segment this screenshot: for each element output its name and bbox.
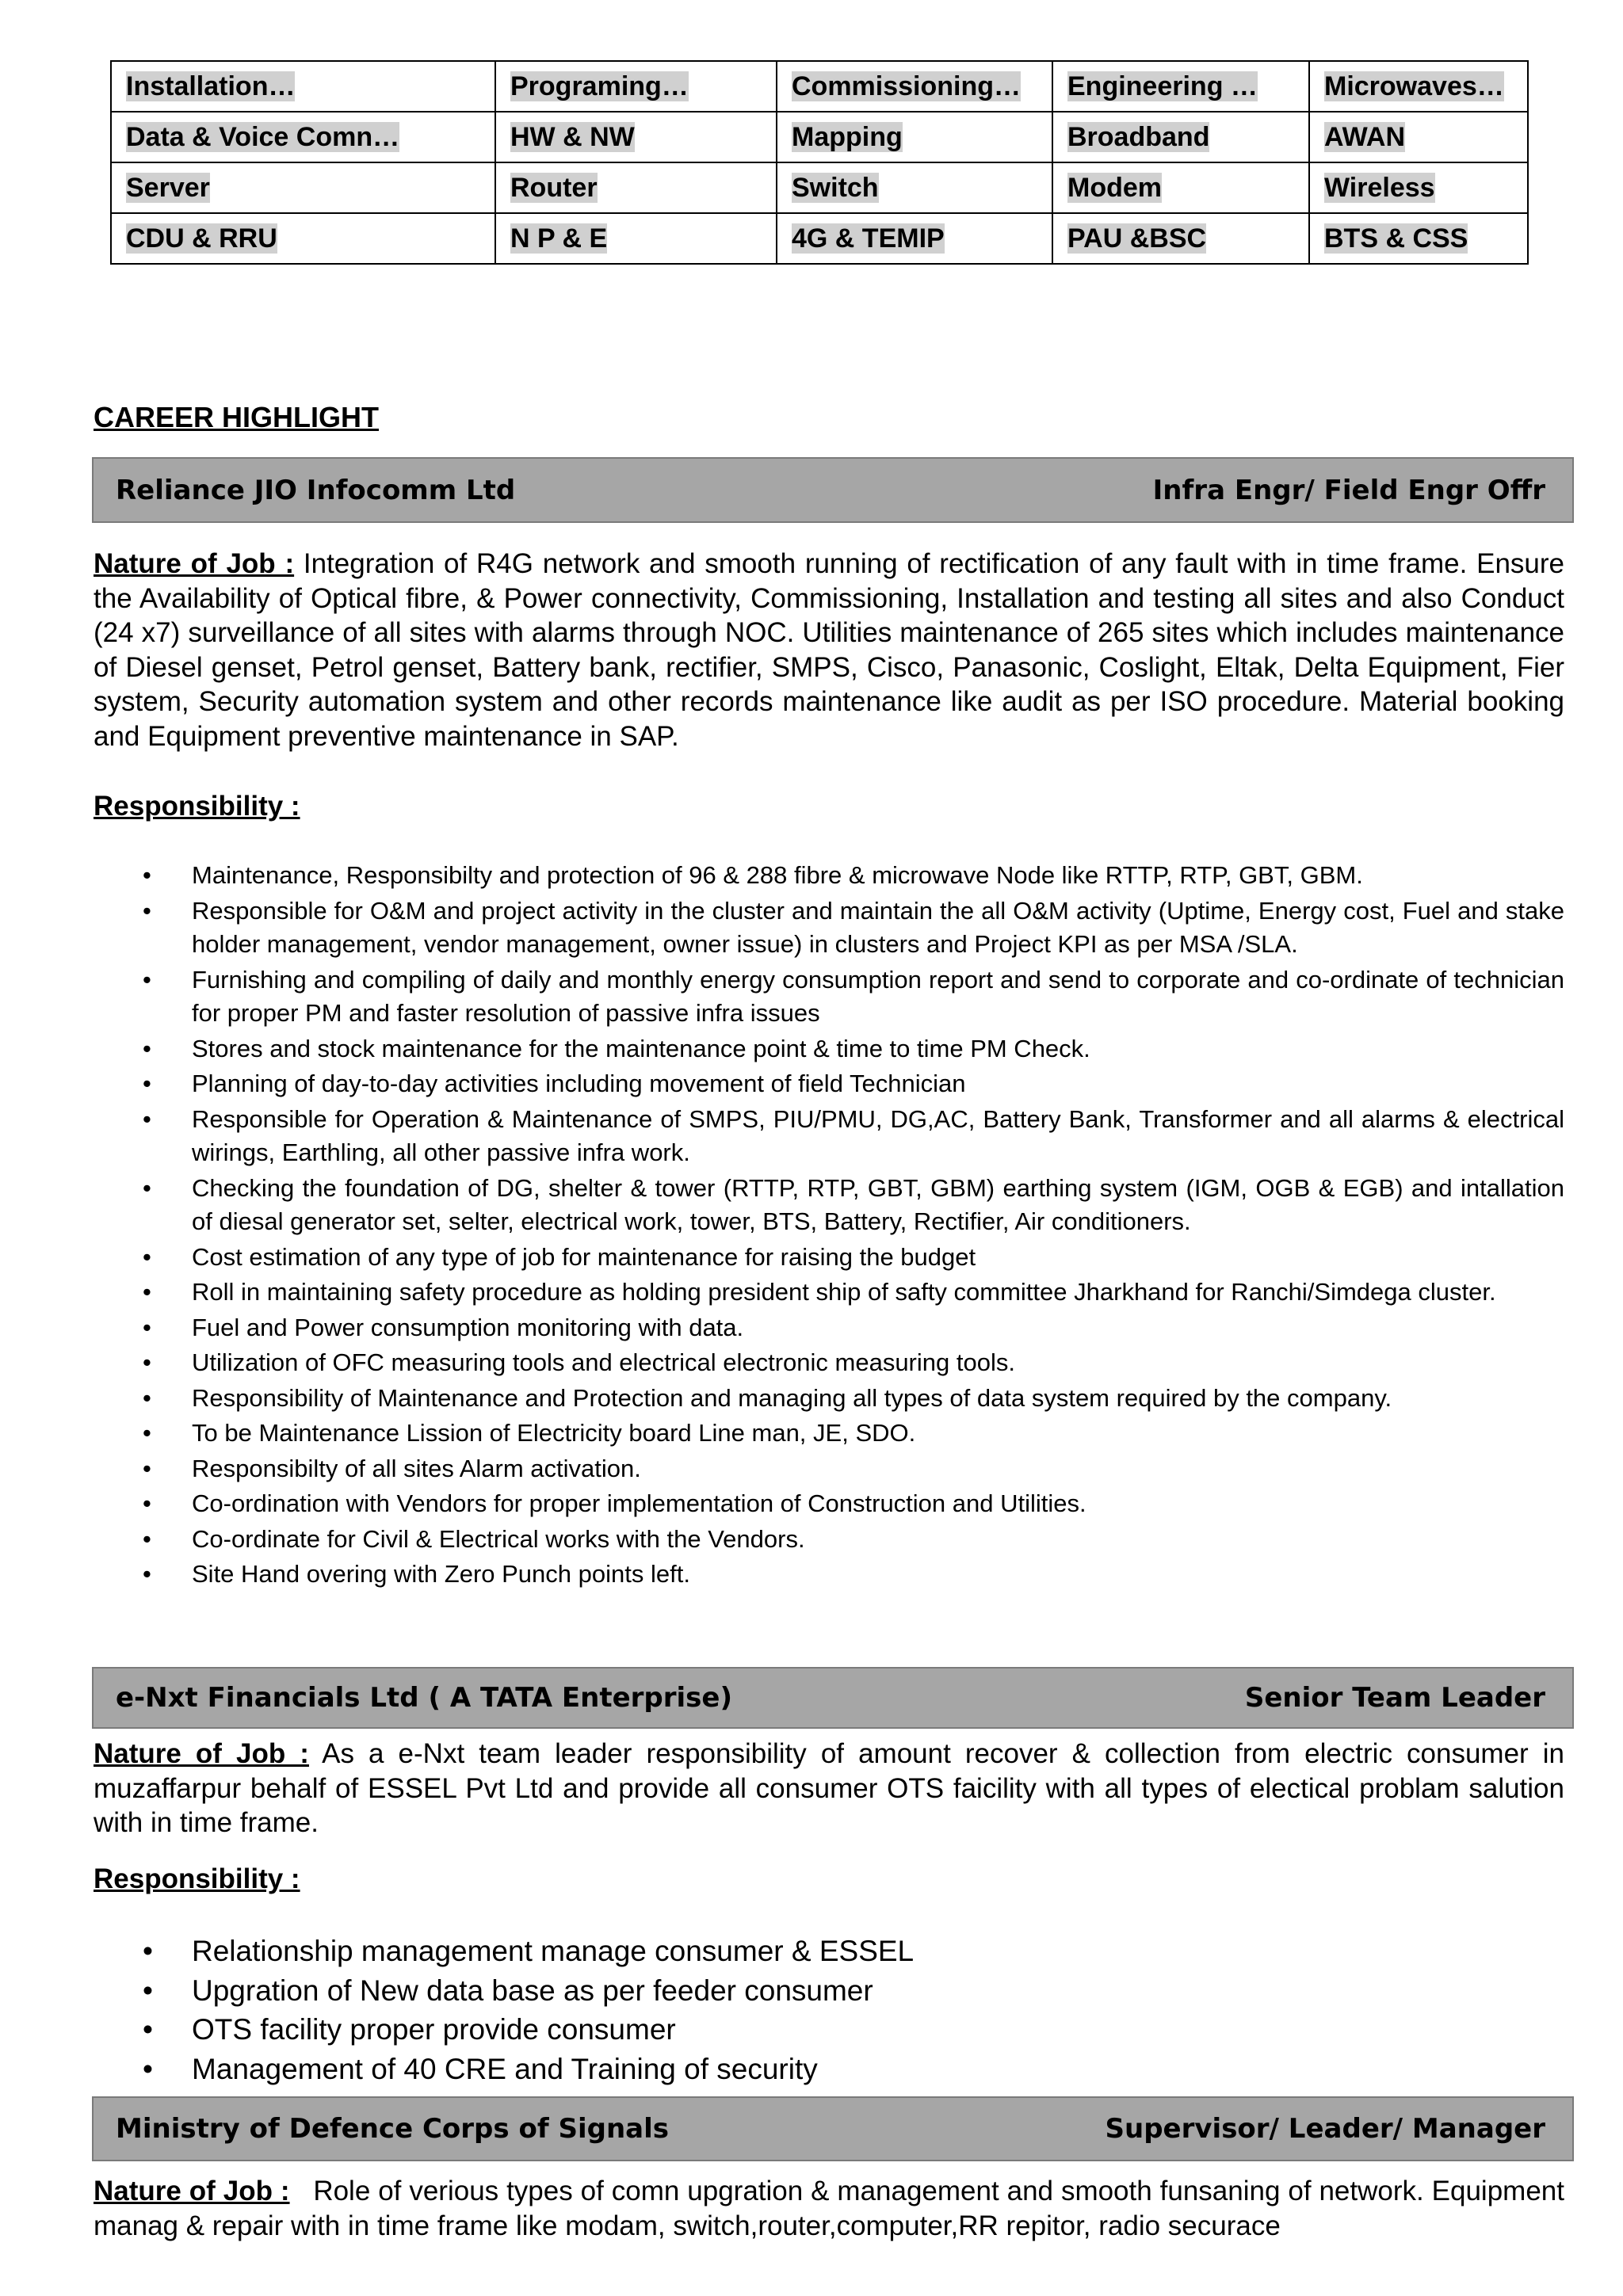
nature-of-job <box>94 2174 1564 2243</box>
table-cell: Commissioning… <box>777 61 1052 112</box>
table-cell: Server <box>111 162 495 213</box>
table-row <box>111 213 1528 264</box>
table-cell: Engineering … <box>1052 61 1309 112</box>
skills-table <box>110 60 1529 265</box>
table-cell: Data & Voice Comn… <box>111 112 495 162</box>
nature-label: Nature of Job : <box>94 2176 290 2206</box>
list-item: • Co-ordinate for Civil & Electrical works with the Vendors. <box>0 1523 1564 1557</box>
list-item: • Roll in maintaining safety procedure as holding president ship of safty committee Jharkhand for Ranchi/Simdega cluster. <box>0 1276 1564 1310</box>
responsibility-label: Responsibility : <box>94 1863 300 1894</box>
list-item: • Co-ordination with Vendors for proper implementation of Construction and Utilities. <box>0 1487 1564 1521</box>
list-item: • Site Hand overing with Zero Punch points left. <box>0 1558 1564 1592</box>
company-name: Ministry of Defence Corps of Signals <box>116 2113 669 2145</box>
table-cell: AWAN <box>1309 112 1528 162</box>
nature-of-job <box>94 547 1564 753</box>
nature-label: Nature of Job : <box>94 1738 309 1769</box>
list-item: • OTS facility proper provide consumer <box>0 2010 1564 2050</box>
responsibility-label: Responsibility : <box>94 791 300 822</box>
list-item: • Relationship management manage consumer & ESSEL <box>0 1932 1564 1971</box>
responsibility-list <box>0 1932 1564 2088</box>
list-item: • Management of 40 CRE and Training of security <box>0 2050 1564 2089</box>
job-role: Senior Team Leader <box>1244 1682 1545 1714</box>
nature-text: Integration of R4G network and smooth running of rectification of any fault with in time frame. Ensure the Availability of Optical fibre, & Power connectivity, Commissioning, Installation and testing all sites and also Conduct (24 x7) surveillance of all sites with alarms through NOC. Utilities maintenance of 265 sites which includes maintenance of Diesel genset, Petrol genset, Battery bank, rectifier, SMPS, Cisco, Panasonic, Coslight, Eltak, Delta Equipment, Fier system, Security automation system and other records maintenance like audit as per ISO procedure. Material booking and Equipment preventive maintenance in SAP. <box>94 548 1564 752</box>
job-role: Supervisor/ Leader/ Manager <box>1105 2113 1545 2145</box>
table-cell: BTS & CSS <box>1309 213 1528 264</box>
list-item: • Responsibilty of all sites Alarm activation. <box>0 1452 1564 1486</box>
list-item: • Stores and stock maintenance for the maintenance point & time to time PM Check. <box>0 1032 1564 1066</box>
company-name: Reliance JIO Infocomm Ltd <box>116 474 516 506</box>
list-item: • Responsible for O&M and project activity in the cluster and maintain the all O&M activity (Uptime, Energy cost, Fuel and stake holder management, vendor management, owner issue) in clusters and Project KPI as per MSA /SLA. <box>0 894 1564 962</box>
job-header <box>92 2096 1574 2161</box>
nature-of-job <box>94 1737 1564 1840</box>
table-row <box>111 112 1528 162</box>
table-cell: Installation… <box>111 61 495 112</box>
list-item: • Maintenance, Responsibilty and protection of 96 & 288 fibre & microwave Node like RTTP, RTP, GBT, GBM. <box>0 859 1564 893</box>
nature-label: Nature of Job : <box>94 548 295 579</box>
list-item: • Furnishing and compiling of daily and monthly energy consumption report and send to corporate and co-ordinate of technician for proper PM and faster resolution of passive infra issues <box>0 963 1564 1031</box>
table-cell: Switch <box>777 162 1052 213</box>
nature-text: Role of verious types of comn upgration & management and smooth funsaning of network. Equipment manag & repair with in time frame like modam, switch,router,computer,RR repitor, radio securace <box>94 2176 1564 2241</box>
table-cell: N P & E <box>495 213 777 264</box>
list-item: • Upgration of New data base as per feeder consumer <box>0 1971 1564 2011</box>
list-item: • Planning of day-to-day activities including movement of field Technician <box>0 1067 1564 1101</box>
list-item: • Cost estimation of any type of job for maintenance for raising the budget <box>0 1241 1564 1275</box>
job-role: Infra Engr/ Field Engr Offr <box>1152 474 1545 506</box>
list-item: • Utilization of OFC measuring tools and electrical electronic measuring tools. <box>0 1346 1564 1380</box>
section-heading: CAREER HIGHLIGHT <box>94 401 379 433</box>
list-item: • Responsibility of Maintenance and Protection and managing all types of data system required by the company. <box>0 1382 1564 1416</box>
table-row <box>111 162 1528 213</box>
job-header <box>92 457 1574 523</box>
table-row <box>111 61 1528 112</box>
job-header <box>92 1667 1574 1729</box>
list-item: • Checking the foundation of DG, shelter & tower (RTTP, RTP, GBT, GBM) earthing system (IGM, OGB & EGB) and intallation of diesal generator set, selter, electrical work, tower, BTS, Battery, Rectifier, Air conditioners. <box>0 1172 1564 1239</box>
table-cell: Broadband <box>1052 112 1309 162</box>
table-cell: Microwaves… <box>1309 61 1528 112</box>
list-item: • To be Maintenance Lission of Electricity board Line man, JE, SDO. <box>0 1417 1564 1451</box>
table-cell: Programing… <box>495 61 777 112</box>
table-cell: PAU &BSC <box>1052 213 1309 264</box>
table-cell: Router <box>495 162 777 213</box>
list-item: • Responsible for Operation & Maintenance of SMPS, PIU/PMU, DG,AC, Battery Bank, Transformer and all alarms & electrical wirings, Earthling, all other passive infra work. <box>0 1103 1564 1170</box>
responsibility-list <box>0 859 1564 1593</box>
table-cell: CDU & RRU <box>111 213 495 264</box>
table-cell: Mapping <box>777 112 1052 162</box>
table-cell: 4G & TEMIP <box>777 213 1052 264</box>
company-name: e-Nxt Financials Ltd ( A TATA Enterprise) <box>116 1682 733 1714</box>
table-cell: Modem <box>1052 162 1309 213</box>
list-item: • Fuel and Power consumption monitoring with data. <box>0 1311 1564 1345</box>
table-cell: HW & NW <box>495 112 777 162</box>
table-cell: Wireless <box>1309 162 1528 213</box>
nature-text: As a e-Nxt team leader responsibility of amount recover & collection from electric consumer in muzaffarpur behalf of ESSEL Pvt Ltd and provide all consumer OTS faicility with all types of electical problam salution with in time frame. <box>94 1738 1564 1838</box>
